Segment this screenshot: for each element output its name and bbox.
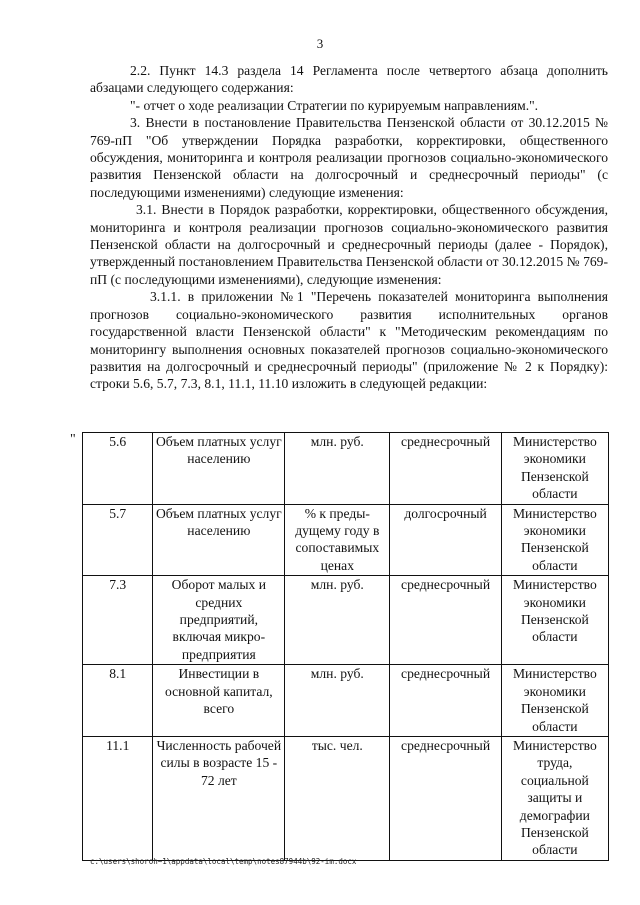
responsible-ministry: Министерство труда, социальной защиты и демографии Пензенской области [501,736,608,860]
indicator-name: Объем платных услуг населению [153,433,285,505]
indicator-table [82,432,609,861]
indicator-name: Численность рабочей силы в возрасте 15 - 72 лет [153,736,285,860]
document-body [90,62,608,393]
unit-of-measure: млн. руб. [285,576,390,665]
table-row [83,504,609,576]
indicator-name: Оборот малых и средних предприятий, включая микро-предприятия [153,576,285,665]
row-number: 5.7 [83,504,153,576]
table-row [83,576,609,665]
paragraph-2-2: 2.2. Пункт 14.3 раздела 14 Регламента после четвертого абзаца дополнить абзацами следующего содержания: [90,63,608,96]
row-number: 7.3 [83,576,153,665]
table-row [83,665,609,737]
file-path-footer: c:\users\shoroh~1\appdata\local\temp\notes87944b\92-im.docx [90,857,357,866]
table-row [83,433,609,505]
unit-of-measure: млн. руб. [285,665,390,737]
forecast-period: среднесрочный [390,433,501,505]
unit-of-measure: % к преды-дущему году в сопоставимых ценах [285,504,390,576]
indicator-name: Инвестиции в основной капитал, всего [153,665,285,737]
paragraph-3-1: 3.1. Внести в Порядок разработки, корректировки, общественного обсуждения, мониторинга и контроля реализации прогнозов социально-экономического развития Пензенской области на долгосрочный и среднесрочный периоды (далее - Порядок), утвержденный постановлением Правительства Пензенской области от 30.12.2015 № 769-пП (с последующими изменениями), следующие изменения: [90,202,608,287]
responsible-ministry: Министерство экономики Пензенской области [501,504,608,576]
forecast-period: долгосрочный [390,504,501,576]
row-number: 11.1 [83,736,153,860]
unit-of-measure: тыс. чел. [285,736,390,860]
table-row [83,736,609,860]
responsible-ministry: Министерство экономики Пензенской области [501,665,608,737]
indicator-name: Объем платных услуг населению [153,504,285,576]
row-number: 5.6 [83,433,153,505]
responsible-ministry: Министерство экономики Пензенской области [501,433,608,505]
paragraph-quote-report: "- отчет о ходе реализации Стратегии по курируемым направлениям.". [130,97,539,113]
row-number: 8.1 [83,665,153,737]
forecast-period: среднесрочный [390,576,501,665]
responsible-ministry: Министерство экономики Пензенской области [501,576,608,665]
paragraph-3-1-1: 3.1.1. в приложении №1 "Перечень показателей мониторинга выполнения прогнозов социально-экономического развития исполнительных органов государственной власти Пензенской области" к "Методическим рекомендациям по мониторингу выполнения основных показателей прогнозов социально-экономического развития на долгосрочный и среднесрочный периоды" (приложение № 2 к Порядку): строки 5.6, 5.7, 7.3, 8.1, 11.1, 11.10 изложить в следующей редакции: [90,289,608,392]
forecast-period: среднесрочный [390,736,501,860]
table-open-quote: " [70,432,76,447]
forecast-period: среднесрочный [390,665,501,737]
unit-of-measure: млн. руб. [285,433,390,505]
paragraph-3: 3. Внести в постановление Правительства Пензенской области от 30.12.2015 № 769-пП "Об утверждении Порядка разработки, корректировки, общественного обсуждения, мониторинга и контроля реализации прогнозов социально-экономического развития Пензенской области на долгосрочный и среднесрочный периоды" (с последующими изменениями) следующие изменения: [90,115,608,200]
page-number: 3 [316,36,324,51]
